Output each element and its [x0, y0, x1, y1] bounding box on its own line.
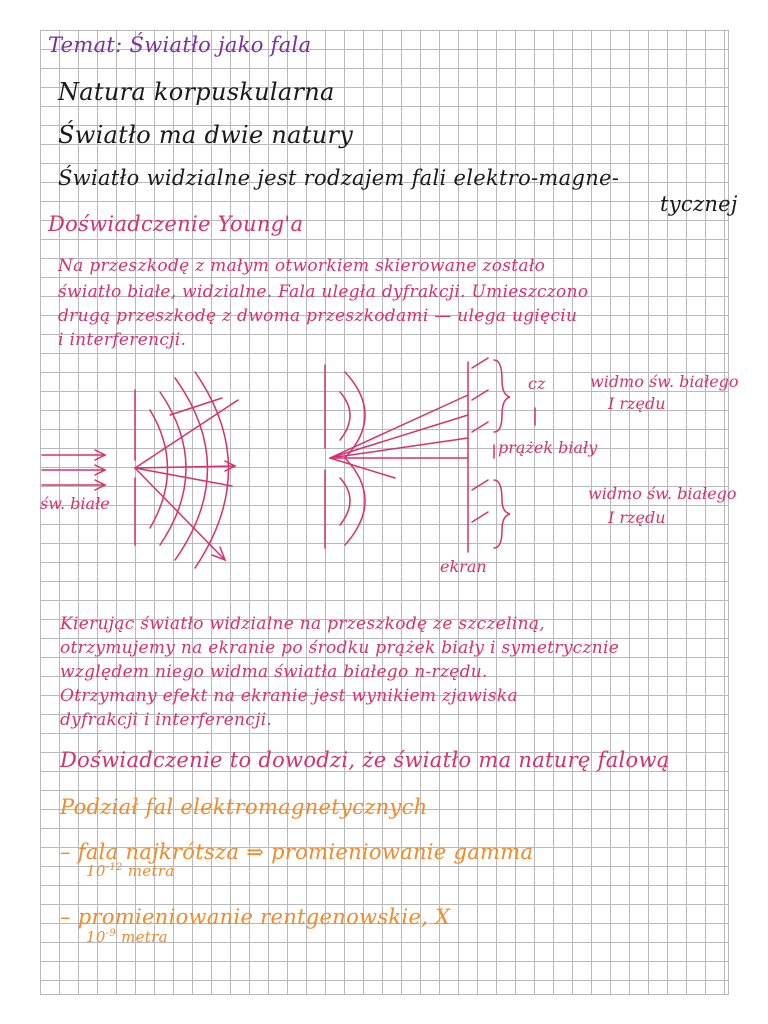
wavefront [175, 378, 208, 560]
brace-top [494, 360, 510, 432]
label-spectrum-bottom-order: I rzędu [608, 508, 666, 527]
conclusion-line: względem niego widma światła białego n-rzędu. [60, 662, 488, 682]
wavefront [345, 372, 365, 458]
brace-bottom [494, 480, 510, 548]
line-em-wave-cont: tycznej [660, 192, 738, 216]
label-spectrum-bottom: widmo św. białego [588, 484, 737, 503]
note-title: Temat: Światło jako fala [48, 33, 312, 57]
interference-ray [330, 458, 395, 478]
wavefront [340, 478, 350, 525]
diffracted-ray [135, 466, 235, 468]
screen-hatch [472, 512, 488, 522]
item-xray: – promieniowanie rentgenowskie, X [60, 905, 451, 929]
interference-ray [330, 415, 468, 458]
line-two-natures: Światło ma dwie natury [58, 121, 354, 149]
young-heading: Doświadczenie Young'a [48, 212, 304, 236]
young-text-line: drugą przeszkodę z dwoma przeszkodami — ulega ugięciu [58, 306, 578, 326]
young-text-line: i interferencji. [58, 330, 187, 350]
screen-hatch [472, 390, 488, 400]
wavefront [345, 458, 365, 545]
screen-hatch [472, 480, 488, 490]
line-em-wave: Światło widzialne jest rodzajem fali elektro-magne- [58, 166, 620, 190]
label-white-fringe: prążek biały [498, 438, 598, 457]
item-gamma: – fala najkrótsza ⇒ promieniowanie gamma [60, 840, 534, 864]
wavefront [150, 410, 168, 528]
conclusion-line: Otrzymany efekt na ekranie jest wynikiem zjawiska [60, 686, 518, 706]
young-text-line: światło białe, widzialne. Fala uległa dyfrakcji. Umieszczono [58, 282, 589, 302]
item-gamma-size: $10^{-12}$ metra [86, 862, 175, 880]
screen-hatch [472, 358, 488, 368]
label-spectrum-top-order: I rzędu [608, 394, 666, 413]
conclusion-line: otrzymujemy na ekranie po środku prążek biały i symetrycznie [60, 638, 620, 658]
label-screen: ekran [440, 557, 487, 576]
label-cz: cz [528, 374, 546, 393]
proof-line: Doświadczenie to dowodzi, że światło ma naturę falową [60, 748, 670, 772]
line-nature-corpuscular: Natura korpuskularna [58, 78, 335, 106]
wavefront [340, 392, 350, 440]
conclusion-line: Kierując światło widzialne na przeszkodę ze szczeliną, [60, 614, 545, 634]
young-text-line: Na przeszkodę z małym otworkiem skierowane zostało [58, 256, 546, 276]
label-white-light: św. białe [40, 494, 110, 513]
division-heading: Podział fal elektromagnetycznych [60, 795, 428, 819]
conclusion-line: dyfrakcji i interferencji. [60, 710, 273, 730]
wavefront [160, 392, 186, 545]
item-xray-size: $10^{-9}$ metra [86, 928, 168, 946]
label-spectrum-top: widmo św. białego [590, 372, 739, 391]
screen-hatch [472, 422, 488, 432]
